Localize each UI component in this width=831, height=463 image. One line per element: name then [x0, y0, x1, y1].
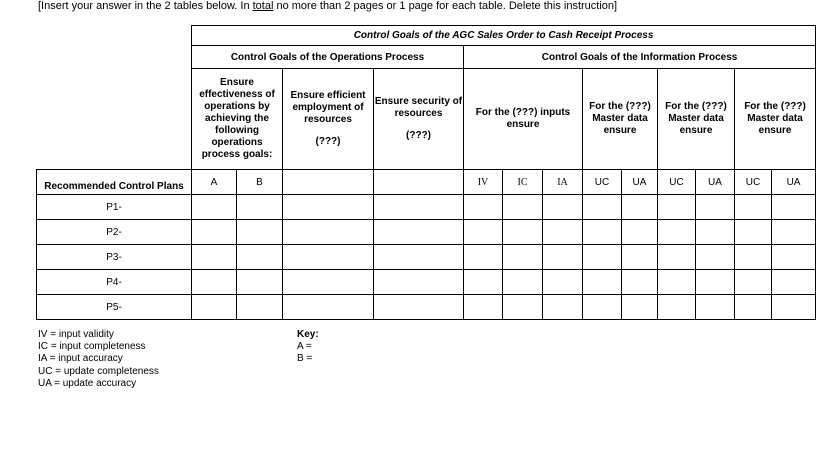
table-cell[interactable]	[735, 245, 772, 270]
table-cell[interactable]	[503, 295, 543, 320]
table-cell[interactable]	[696, 245, 735, 270]
table-cell[interactable]	[583, 220, 622, 245]
table-cell[interactable]	[772, 245, 816, 270]
corner-blank	[37, 69, 192, 170]
col-header-a: A	[192, 170, 237, 195]
row-label-p2: P2-	[37, 220, 192, 245]
ops-goal-security-text: Ensure security of resources	[374, 96, 463, 119]
legend-item: IA = input accuracy	[38, 353, 123, 365]
table-cell[interactable]	[543, 220, 583, 245]
operations-process-header: Control Goals of the Operations Process	[192, 46, 464, 69]
table-cell[interactable]	[237, 295, 283, 320]
instruction-before: [Insert your answer in the 2 tables below. In	[38, 0, 253, 12]
information-process-header: Control Goals of the Information Process	[464, 46, 816, 69]
table-cell[interactable]	[283, 245, 374, 270]
table-cell[interactable]	[283, 295, 374, 320]
table-cell[interactable]	[658, 270, 696, 295]
ops-goal-efficiency-placeholder: (???)	[315, 136, 341, 147]
info-goal-master-data-2[interactable]: For the (???) Master data ensure	[658, 69, 735, 170]
instruction-text	[38, 0, 617, 12]
col-header-b: B	[237, 170, 283, 195]
table-cell[interactable]	[543, 245, 583, 270]
table-cell[interactable]	[192, 220, 237, 245]
table-cell[interactable]	[735, 220, 772, 245]
col-header-ua: UA	[622, 170, 658, 195]
table-cell[interactable]	[464, 195, 503, 220]
ops-goal-efficiency[interactable]	[283, 69, 374, 170]
table-cell[interactable]	[583, 245, 622, 270]
table-cell[interactable]	[772, 220, 816, 245]
col-header-ua: UA	[772, 170, 816, 195]
table-cell[interactable]	[622, 295, 658, 320]
table-cell[interactable]	[374, 195, 464, 220]
table-cell[interactable]	[543, 270, 583, 295]
table-cell[interactable]	[622, 270, 658, 295]
col-header-blank	[283, 170, 374, 195]
table-cell[interactable]	[374, 295, 464, 320]
table-cell[interactable]	[772, 295, 816, 320]
control-goals-table	[36, 25, 816, 320]
key-item: A =	[297, 341, 312, 353]
table-title: Control Goals of the AGC Sales Order to Cash Receipt Process	[192, 26, 816, 46]
table-cell[interactable]	[503, 195, 543, 220]
table-cell[interactable]	[374, 220, 464, 245]
table-cell[interactable]	[543, 295, 583, 320]
key-title: Key:	[297, 329, 319, 340]
legend-item: IV = input validity	[38, 329, 114, 340]
table-cell[interactable]	[622, 195, 658, 220]
instruction-after: no more than 2 pages or 1 page for each table. Delete this instruction]	[273, 0, 618, 12]
table-cell[interactable]	[583, 295, 622, 320]
table-cell[interactable]	[622, 220, 658, 245]
table-cell[interactable]	[696, 220, 735, 245]
table-cell[interactable]	[622, 245, 658, 270]
col-header-ia: IA	[543, 170, 583, 195]
table-cell[interactable]	[696, 270, 735, 295]
corner-blank	[37, 26, 192, 46]
info-goal-inputs[interactable]: For the (???) inputs ensure	[464, 69, 583, 170]
row-label-p1: P1-	[37, 195, 192, 220]
table-row	[37, 245, 816, 270]
info-goal-master-data-1[interactable]: For the (???) Master data ensure	[583, 69, 658, 170]
row-label-p5: P5-	[37, 295, 192, 320]
table-cell[interactable]	[583, 195, 622, 220]
key-block	[297, 329, 319, 366]
table-cell[interactable]	[503, 220, 543, 245]
table-cell[interactable]	[735, 195, 772, 220]
table-cell[interactable]	[192, 270, 237, 295]
table-cell[interactable]	[237, 220, 283, 245]
table-cell[interactable]	[374, 270, 464, 295]
table-cell[interactable]	[464, 270, 503, 295]
table-cell[interactable]	[735, 295, 772, 320]
table-cell[interactable]	[283, 195, 374, 220]
table-cell[interactable]	[464, 220, 503, 245]
table-cell[interactable]	[658, 195, 696, 220]
table-cell[interactable]	[658, 295, 696, 320]
col-header-uc: UC	[658, 170, 696, 195]
col-header-ic: IC	[503, 170, 543, 195]
table-cell[interactable]	[237, 245, 283, 270]
table-row	[37, 295, 816, 320]
col-header-blank	[374, 170, 464, 195]
ops-goal-security[interactable]	[374, 69, 464, 170]
table-cell[interactable]	[503, 270, 543, 295]
legend-item: IC = input completeness	[38, 341, 146, 353]
table-cell[interactable]	[464, 295, 503, 320]
col-header-uc: UC	[583, 170, 622, 195]
table-cell[interactable]	[283, 270, 374, 295]
legend-item: UC = update completeness	[38, 365, 159, 377]
instruction-underlined: total	[252, 0, 274, 12]
table-cell[interactable]	[503, 245, 543, 270]
ops-goal-security-placeholder: (???)	[406, 130, 431, 141]
table-cell[interactable]	[283, 220, 374, 245]
key-item: B =	[297, 353, 313, 365]
table-row	[37, 195, 816, 220]
table-cell[interactable]	[735, 270, 772, 295]
row-label-p4: P4-	[37, 270, 192, 295]
info-goal-master-data-3[interactable]: For the (???) Master data ensure	[735, 69, 816, 170]
col-header-ua: UA	[696, 170, 735, 195]
table-cell[interactable]	[772, 195, 816, 220]
table-cell[interactable]	[374, 245, 464, 270]
table-row	[37, 270, 816, 295]
table-cell[interactable]	[464, 245, 503, 270]
table-cell[interactable]	[583, 270, 622, 295]
col-header-iv: IV	[464, 170, 503, 195]
table-cell[interactable]	[192, 195, 237, 220]
legend-item: UA = update accuracy	[38, 377, 137, 389]
table-cell[interactable]	[237, 270, 283, 295]
ops-goal-efficiency-text: Ensure efficient employment of resources	[290, 90, 366, 125]
table-cell[interactable]	[658, 220, 696, 245]
recommended-control-plans-header: Recommended Control Plans	[37, 170, 192, 195]
ops-goal-effectiveness[interactable]: Ensure effectiveness of operations by achieving the following operations process goals:	[192, 69, 283, 170]
col-header-uc: UC	[735, 170, 772, 195]
table-cell[interactable]	[192, 245, 237, 270]
table-cell[interactable]	[192, 295, 237, 320]
abbreviation-legend	[38, 329, 159, 390]
table-cell[interactable]	[772, 270, 816, 295]
table-row	[37, 220, 816, 245]
table-cell[interactable]	[658, 245, 696, 270]
table-cell[interactable]	[237, 195, 283, 220]
table-cell[interactable]	[696, 195, 735, 220]
corner-blank	[37, 46, 192, 69]
table-cell[interactable]	[696, 295, 735, 320]
table-cell[interactable]	[543, 195, 583, 220]
row-label-p3: P3-	[37, 245, 192, 270]
